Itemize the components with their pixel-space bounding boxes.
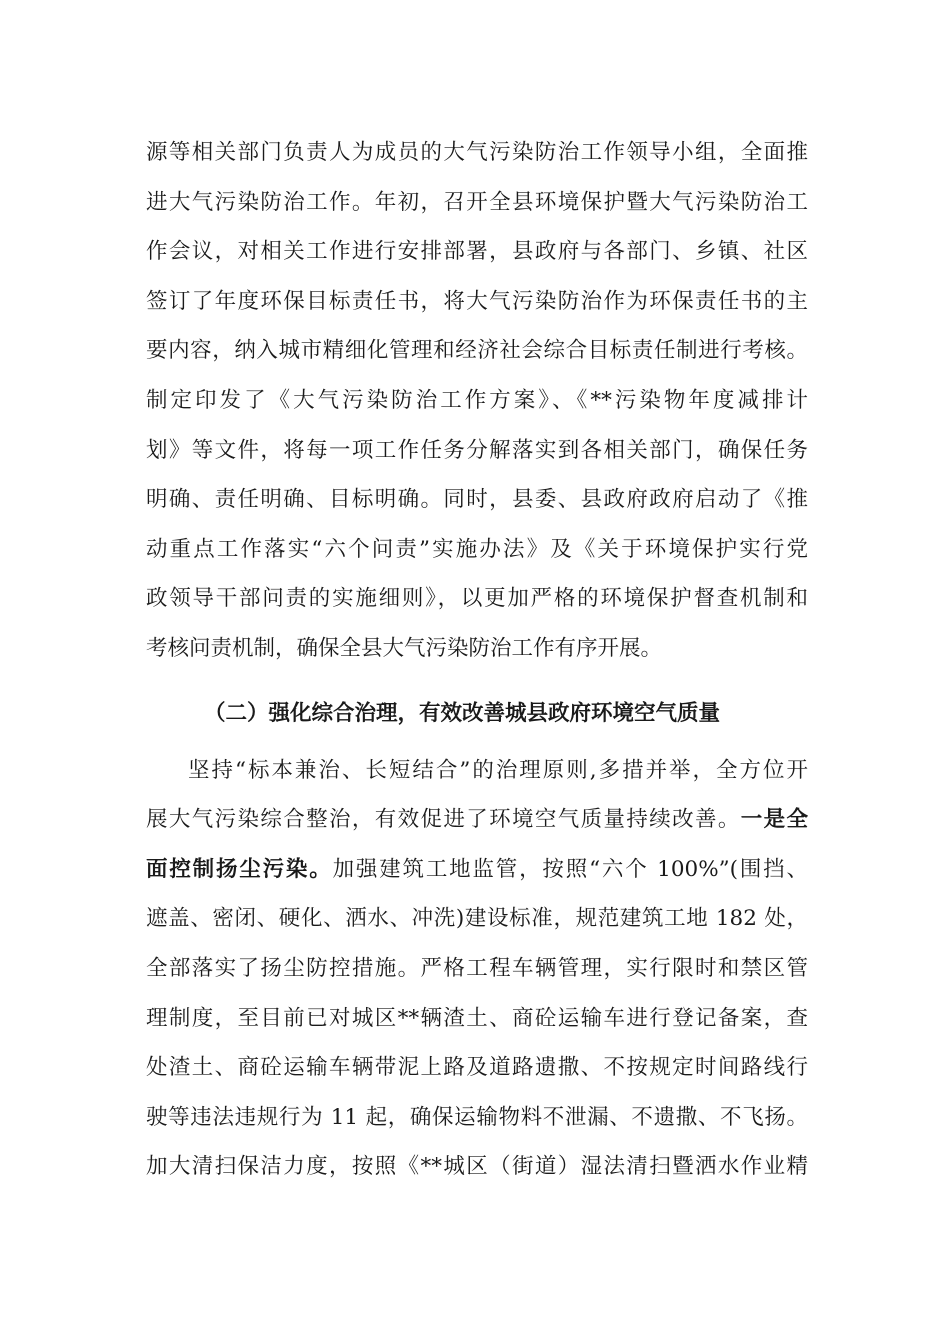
text-line: 政领导干部问责的实施细则》，以更加严格的环境保护督查机制和 — [146, 586, 808, 612]
text-line: 作会议，对相关工作进行安排部署，县政府与各部门、乡镇、社区 — [146, 239, 808, 265]
text-line: 制定印发了《大气污染防治工作方案》、《**污染物年度减排计 — [146, 387, 808, 413]
text-line: 驶等违法违规行为 11 起，确保运输物料不泄漏、不遗撒、不飞扬。 — [146, 1104, 808, 1130]
text-line: 坚持“标本兼治、长短结合”的治理原则,多措并举，全方位开 — [188, 757, 808, 783]
text-line: 源等相关部门负责人为成员的大气污染防治工作领导小组，全面推 — [146, 140, 808, 165]
text-line: 要内容，纳入城市精细化管理和经济社会综合目标责任制进行考核。 — [146, 338, 808, 364]
text-line: 全部落实了扬尘防控措施。严格工程车辆管理，实行限时和禁区管 — [146, 955, 808, 981]
text-line: 明确、责任明确、目标明确。同时，县委、县政府政府启动了《推 — [146, 487, 808, 513]
text-line — [146, 845, 808, 895]
text-line: 动重点工作落实“六个问责”实施办法》及《关于环境保护实行党 — [146, 536, 808, 562]
paragraph-comprehensive-governance — [146, 746, 808, 1192]
text-line: 处渣土、商砼运输车辆带泥上路及道路遗撒、不按规定时间路线行 — [146, 1055, 808, 1081]
text-span: 加强建筑工地监管，按照“六个 100%”(围挡、 — [332, 856, 808, 882]
text-line: 划》等文件，将每一项工作任务分解落实到各相关部门，确保任务 — [146, 437, 808, 463]
text-line: 加大清扫保洁力度，按照《**城区（街道）湿法清扫暨洒水作业精 — [146, 1154, 808, 1180]
text-line: 理制度，至目前已对城区**辆渣土、商砼运输车进行登记备案，查 — [146, 1005, 808, 1031]
text-line: 签订了年度环保目标责任书，将大气污染防治作为环保责任书的主 — [146, 288, 808, 314]
bold-text-span: 一是全 — [740, 807, 808, 833]
section-heading: （二）强化综合治理，有效改善城县政府环境空气质量 — [204, 700, 721, 726]
paragraph-leadership-group — [146, 128, 808, 674]
text-span: 展大气污染综合整治，有效促进了环境空气质量持续改善。 — [146, 807, 741, 833]
document-page — [146, 128, 808, 1192]
text-line: 进大气污染防治工作。年初，召开全县环境保护暨大气污染防治工 — [146, 189, 808, 215]
text-line: 考核问责机制，确保全县大气污染防治工作有序开展。 — [146, 635, 663, 661]
bold-text-span: 面控制扬尘污染。 — [146, 856, 333, 882]
text-line: 遮盖、密闭、硬化、洒水、冲洗)建设标准，规范建筑工地 182 处， — [146, 906, 808, 932]
text-line — [146, 795, 808, 845]
